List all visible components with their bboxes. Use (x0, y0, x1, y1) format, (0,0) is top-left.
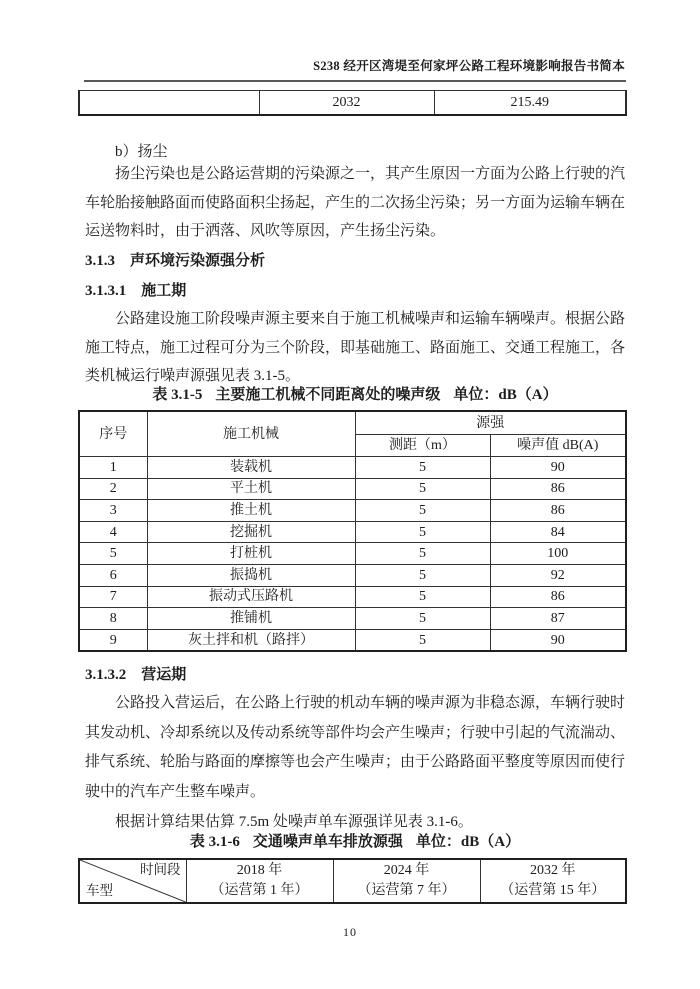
table-row (79, 608, 626, 630)
cell-machine: 装载机 (147, 457, 355, 479)
table5-caption-label: 表 3.1-5 (152, 387, 203, 403)
section-heading-3-1-3: 3.1.3 声环境污染源强分析 (85, 253, 266, 269)
machinery-noise-table (78, 410, 627, 652)
fragment-cell-empty (79, 91, 259, 116)
cell-distance: 5 (355, 500, 490, 522)
col-header-no: 序号 (79, 411, 147, 457)
table-header-row (79, 411, 626, 435)
cell-no: 4 (79, 521, 147, 543)
cell-noise: 86 (490, 478, 626, 500)
corner-label-period: 时间段 (140, 862, 181, 877)
year-note: （运营第 1 年） (210, 883, 309, 898)
cell-machine: 振捣机 (147, 564, 355, 586)
operation-note: 根据计算结果估算 7.5m 处噪声单车源强详见表 3.1-6。 (115, 814, 473, 830)
year-column-2018 (186, 859, 333, 903)
dust-subheading: b）扬尘 (115, 144, 168, 160)
diagonal-corner-cell (79, 859, 186, 903)
cell-no: 7 (79, 586, 147, 608)
table-header-row (79, 859, 626, 903)
table6-caption-title: 交通噪声单车排放源强 (252, 834, 403, 850)
fragment-cell-year: 2032 (259, 91, 434, 116)
traffic-noise-table (78, 858, 627, 904)
cell-distance: 5 (355, 521, 490, 543)
cell-distance: 5 (355, 586, 490, 608)
page-number: 10 (343, 925, 357, 939)
col-header-machine: 施工机械 (147, 411, 355, 457)
cell-noise: 86 (490, 500, 626, 522)
cell-noise: 87 (490, 608, 626, 630)
fragment-cell-value: 215.49 (434, 91, 626, 116)
cell-no: 2 (79, 478, 147, 500)
cell-noise: 84 (490, 521, 626, 543)
table-row (79, 500, 626, 522)
cell-no: 6 (79, 564, 147, 586)
cell-distance: 5 (355, 457, 490, 479)
cell-no: 9 (79, 629, 147, 651)
year-label: 2024 年 (383, 863, 430, 878)
table5-caption-unit: 单位：dB（A） (453, 387, 558, 403)
cell-no: 1 (79, 457, 147, 479)
year-note: （运营第 7 年） (357, 883, 456, 898)
cell-machine: 推铺机 (147, 608, 355, 630)
cell-distance: 5 (355, 629, 490, 651)
cell-distance: 5 (355, 478, 490, 500)
year-label: 2032 年 (530, 863, 576, 878)
table-fragment-continued (78, 90, 627, 116)
cell-noise: 90 (490, 457, 626, 479)
table6-caption (85, 830, 625, 854)
operation-paragraph: 公路投入营运后，在公路上行驶的机动车辆的噪声源为非稳态源，车辆行驶时其发动机、冷却系统以及传动系统等部件均会产生噪声；行驶中引起的气流湍动、排气系统、轮胎与路面的摩擦等也会产生噪声；由于公路路面平整度等原因而使行驶中的汽车产生整车噪声。 (85, 695, 626, 800)
page-header-title: S238 经开区湾堤至何家坪公路工程环境影响报告书简本 (313, 59, 625, 73)
table5-caption-title: 主要施工机械不同距离处的噪声级 (215, 387, 441, 403)
cell-machine: 推土机 (147, 500, 355, 522)
header-rule (84, 80, 626, 82)
table-row (79, 91, 626, 116)
table5-caption (85, 383, 625, 407)
cell-machine: 打桩机 (147, 543, 355, 565)
col-header-source-group: 源强 (355, 411, 626, 435)
cell-noise: 100 (490, 543, 626, 565)
cell-no: 3 (79, 500, 147, 522)
dust-paragraph: 扬尘污染也是公路运营期的污染源之一，其产生原因一方面为公路上行驶的汽车轮胎接触路面而使路面积尘扬起，产生的二次扬尘污染；另一方面为运输车辆在运送物料时，由于洒落、风吹等原因，产生扬尘污染。 (85, 166, 626, 239)
year-column-2024 (333, 859, 480, 903)
construction-paragraph: 公路建设施工阶段噪声源主要来自于施工机械噪声和运输车辆噪声。根据公路施工特点，施工过程可分为三个阶段，即基础施工、路面施工、交通工程施工，各类机械运行噪声源强见表 3.1-5。 (85, 311, 626, 384)
cell-machine: 灰土拌和机（路拌） (147, 629, 355, 651)
table-row (79, 543, 626, 565)
cell-distance: 5 (355, 543, 490, 565)
section-heading-3-1-3-2: 3.1.3.2 营运期 (85, 667, 187, 683)
cell-distance: 5 (355, 608, 490, 630)
table-row (79, 586, 626, 608)
table6-caption-label: 表 3.1-6 (189, 834, 240, 850)
table-row (79, 564, 626, 586)
cell-machine: 平土机 (147, 478, 355, 500)
cell-noise: 90 (490, 629, 626, 651)
cell-noise: 86 (490, 586, 626, 608)
cell-machine: 挖掘机 (147, 521, 355, 543)
cell-distance: 5 (355, 564, 490, 586)
year-note: （运营第 15 年） (500, 883, 606, 898)
year-label: 2018 年 (236, 863, 283, 878)
cell-no: 5 (79, 543, 147, 565)
table-row (79, 478, 626, 500)
table-row (79, 521, 626, 543)
cell-noise: 92 (490, 564, 626, 586)
col-header-noise: 噪声值 dB(A) (490, 435, 626, 457)
cell-machine: 振动式压路机 (147, 586, 355, 608)
col-header-distance: 测距（m） (355, 435, 490, 457)
cell-no: 8 (79, 608, 147, 630)
section-heading-3-1-3-1: 3.1.3.1 施工期 (85, 283, 187, 299)
table-row (79, 457, 626, 479)
year-column-2032 (480, 859, 626, 903)
corner-label-vehicle-type: 车型 (86, 883, 113, 898)
table-row (79, 629, 626, 651)
table6-caption-unit: 单位：dB（A） (415, 834, 521, 850)
